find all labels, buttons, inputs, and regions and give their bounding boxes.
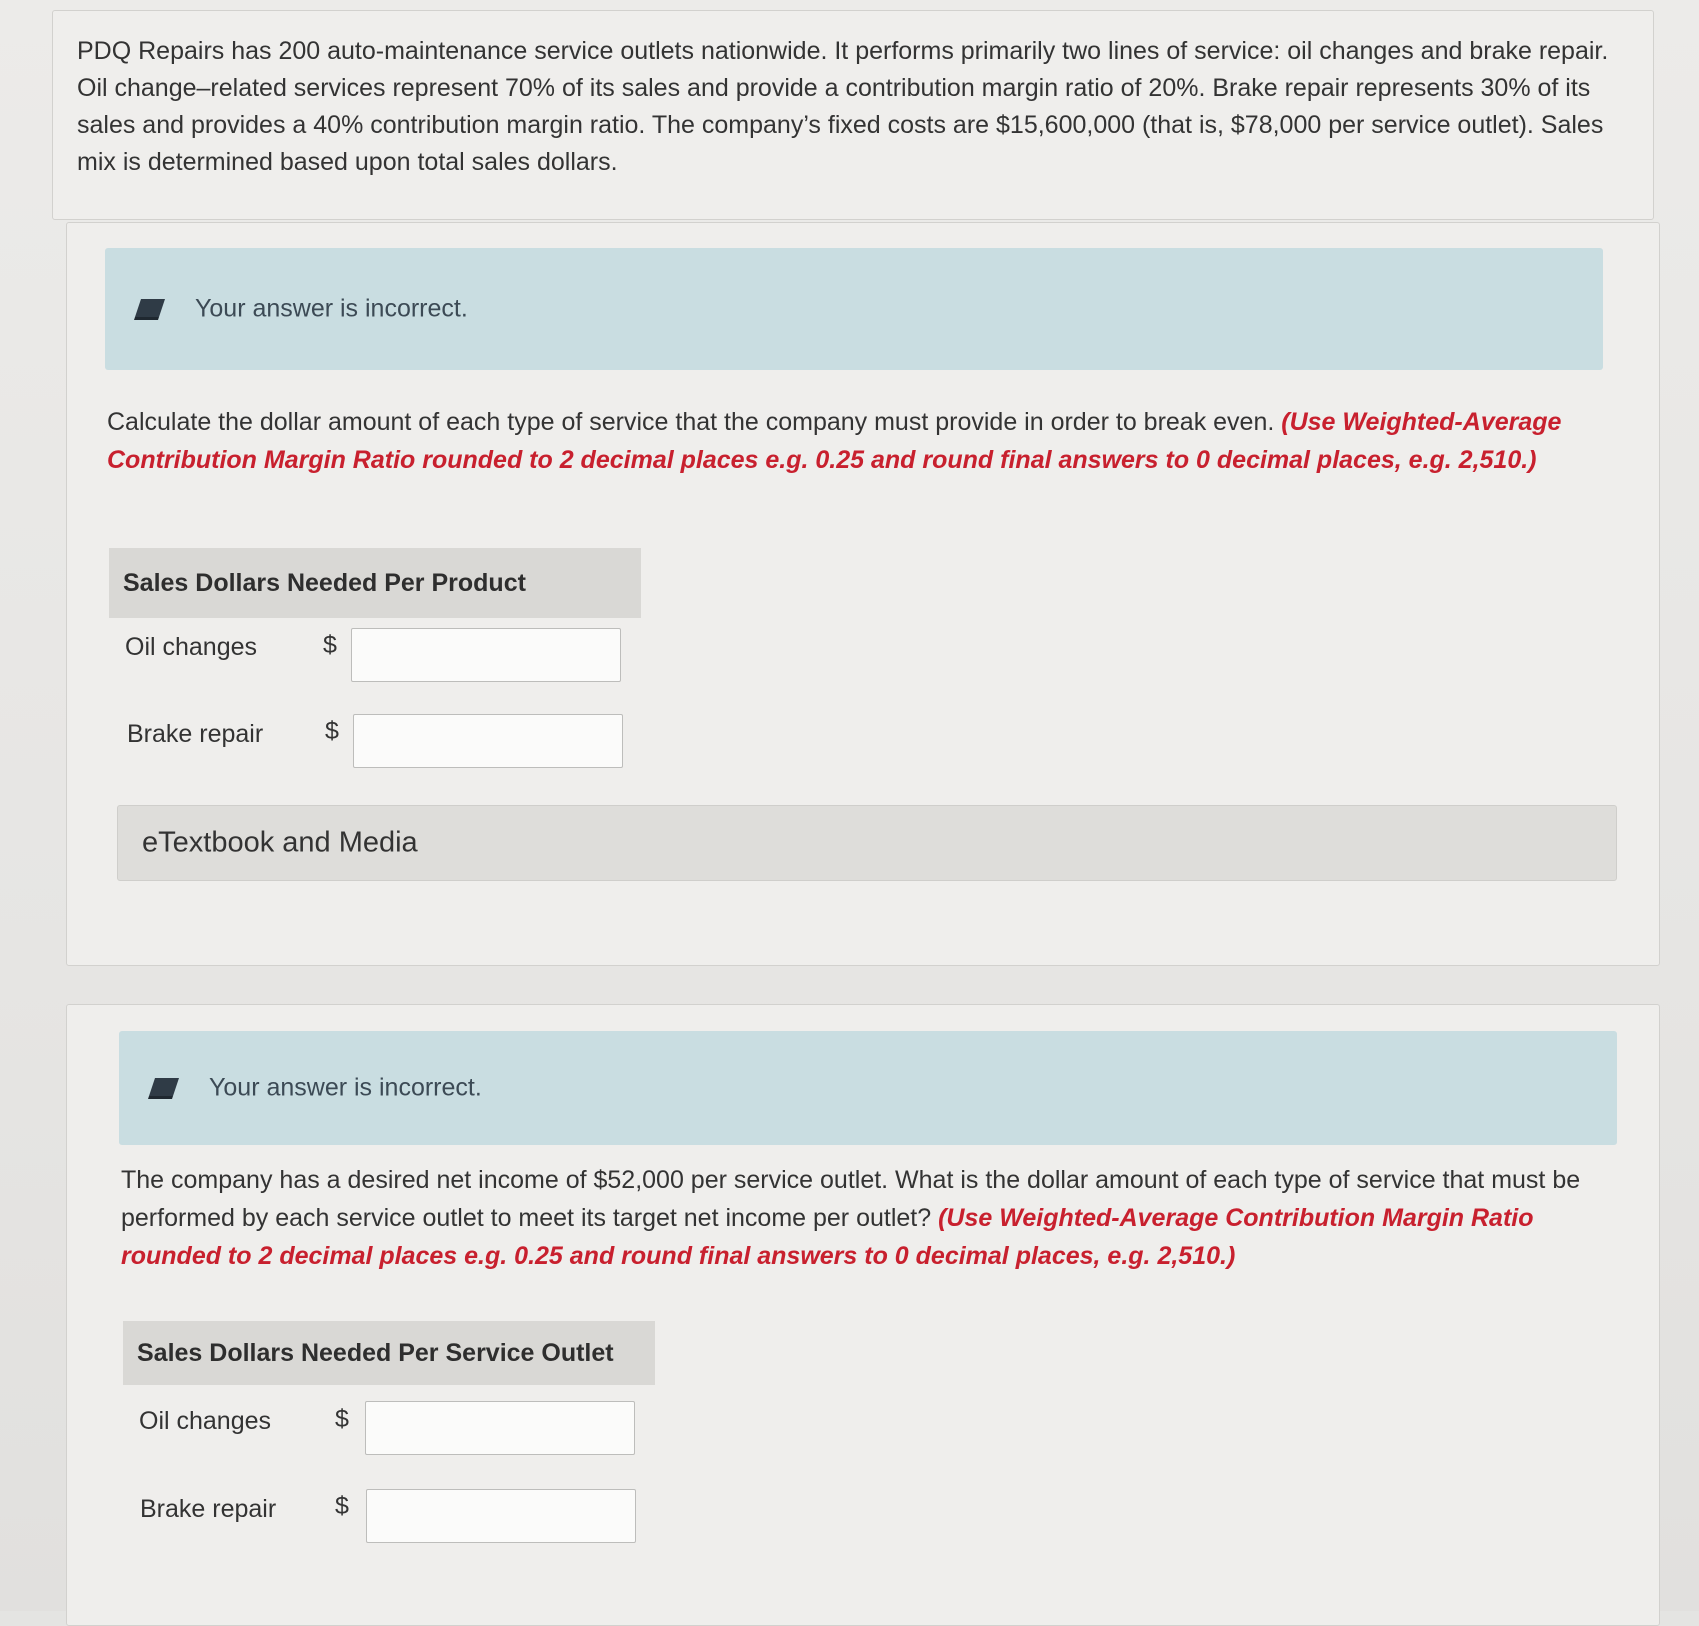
feedback-banner	[105, 248, 1603, 370]
problem-statement-card	[52, 10, 1654, 220]
oil-changes-break-even-input[interactable]	[351, 628, 621, 682]
question-hint: (Use Weighted-Average Contribution Margin Ratio rounded to 2 decimal places e.g. 0.25 and round final answers to 0 decimal places, e.g. 2,510.)	[107, 408, 1562, 474]
currency-symbol: $	[335, 1492, 349, 1520]
currency-symbol: $	[335, 1405, 349, 1433]
currency-symbol: $	[325, 717, 339, 745]
oil-changes-target-income-input[interactable]	[365, 1401, 635, 1455]
row-label-oil-changes: Oil changes	[125, 633, 258, 661]
etextbook-and-media-link[interactable]	[117, 805, 1617, 881]
row-label-oil-changes: Oil changes	[139, 1407, 272, 1435]
question-hint: (Use Weighted-Average Contribution Margin Ratio rounded to 2 decimal places e.g. 0.25 and round final answers to 0 decimal places, e.g. 2,510.)	[121, 1204, 1534, 1270]
row-label-brake-repair: Brake repair	[140, 1495, 277, 1523]
table-header: Sales Dollars Needed Per Service Outlet	[123, 1321, 655, 1385]
feedback-banner	[119, 1031, 1617, 1145]
brake-repair-break-even-input[interactable]	[353, 714, 623, 768]
brake-repair-target-income-input[interactable]	[366, 1489, 636, 1543]
question-part-2	[66, 1004, 1660, 1626]
currency-symbol: $	[323, 631, 337, 659]
question-text	[121, 1161, 1621, 1275]
question-prompt: The company has a desired net income of $52,000 per service outlet. What is the dollar amount of each type of service that must be performed by each service outlet to meet its target net income per outlet?	[121, 1166, 1581, 1232]
eraser-icon	[133, 297, 167, 321]
feedback-text: Your answer is incorrect.	[209, 1073, 482, 1102]
table-header: Sales Dollars Needed Per Product	[109, 548, 641, 618]
question-text	[107, 403, 1617, 479]
row-label-brake-repair: Brake repair	[127, 720, 264, 748]
eraser-icon	[147, 1076, 181, 1100]
feedback-text: Your answer is incorrect.	[195, 294, 468, 323]
etextbook-label: eTextbook and Media	[142, 826, 418, 859]
question-part-1	[66, 222, 1660, 966]
problem-text: PDQ Repairs has 200 auto-maintenance service outlets nationwide. It performs primarily two lines of service: oil changes and brake repair. Oil change–related services represent 70% of its sales and provide a contribution margin ratio of 20%. Brake repair represents 30% of its sales and provides a 40% contribution margin ratio. The company’s fixed costs are $15,600,000 (that is, $78,000 per service outlet). Sales mix is determined based upon total sales dollars.	[77, 37, 1609, 176]
question-prompt: Calculate the dollar amount of each type of service that the company must provide in order to break even.	[107, 408, 1275, 436]
